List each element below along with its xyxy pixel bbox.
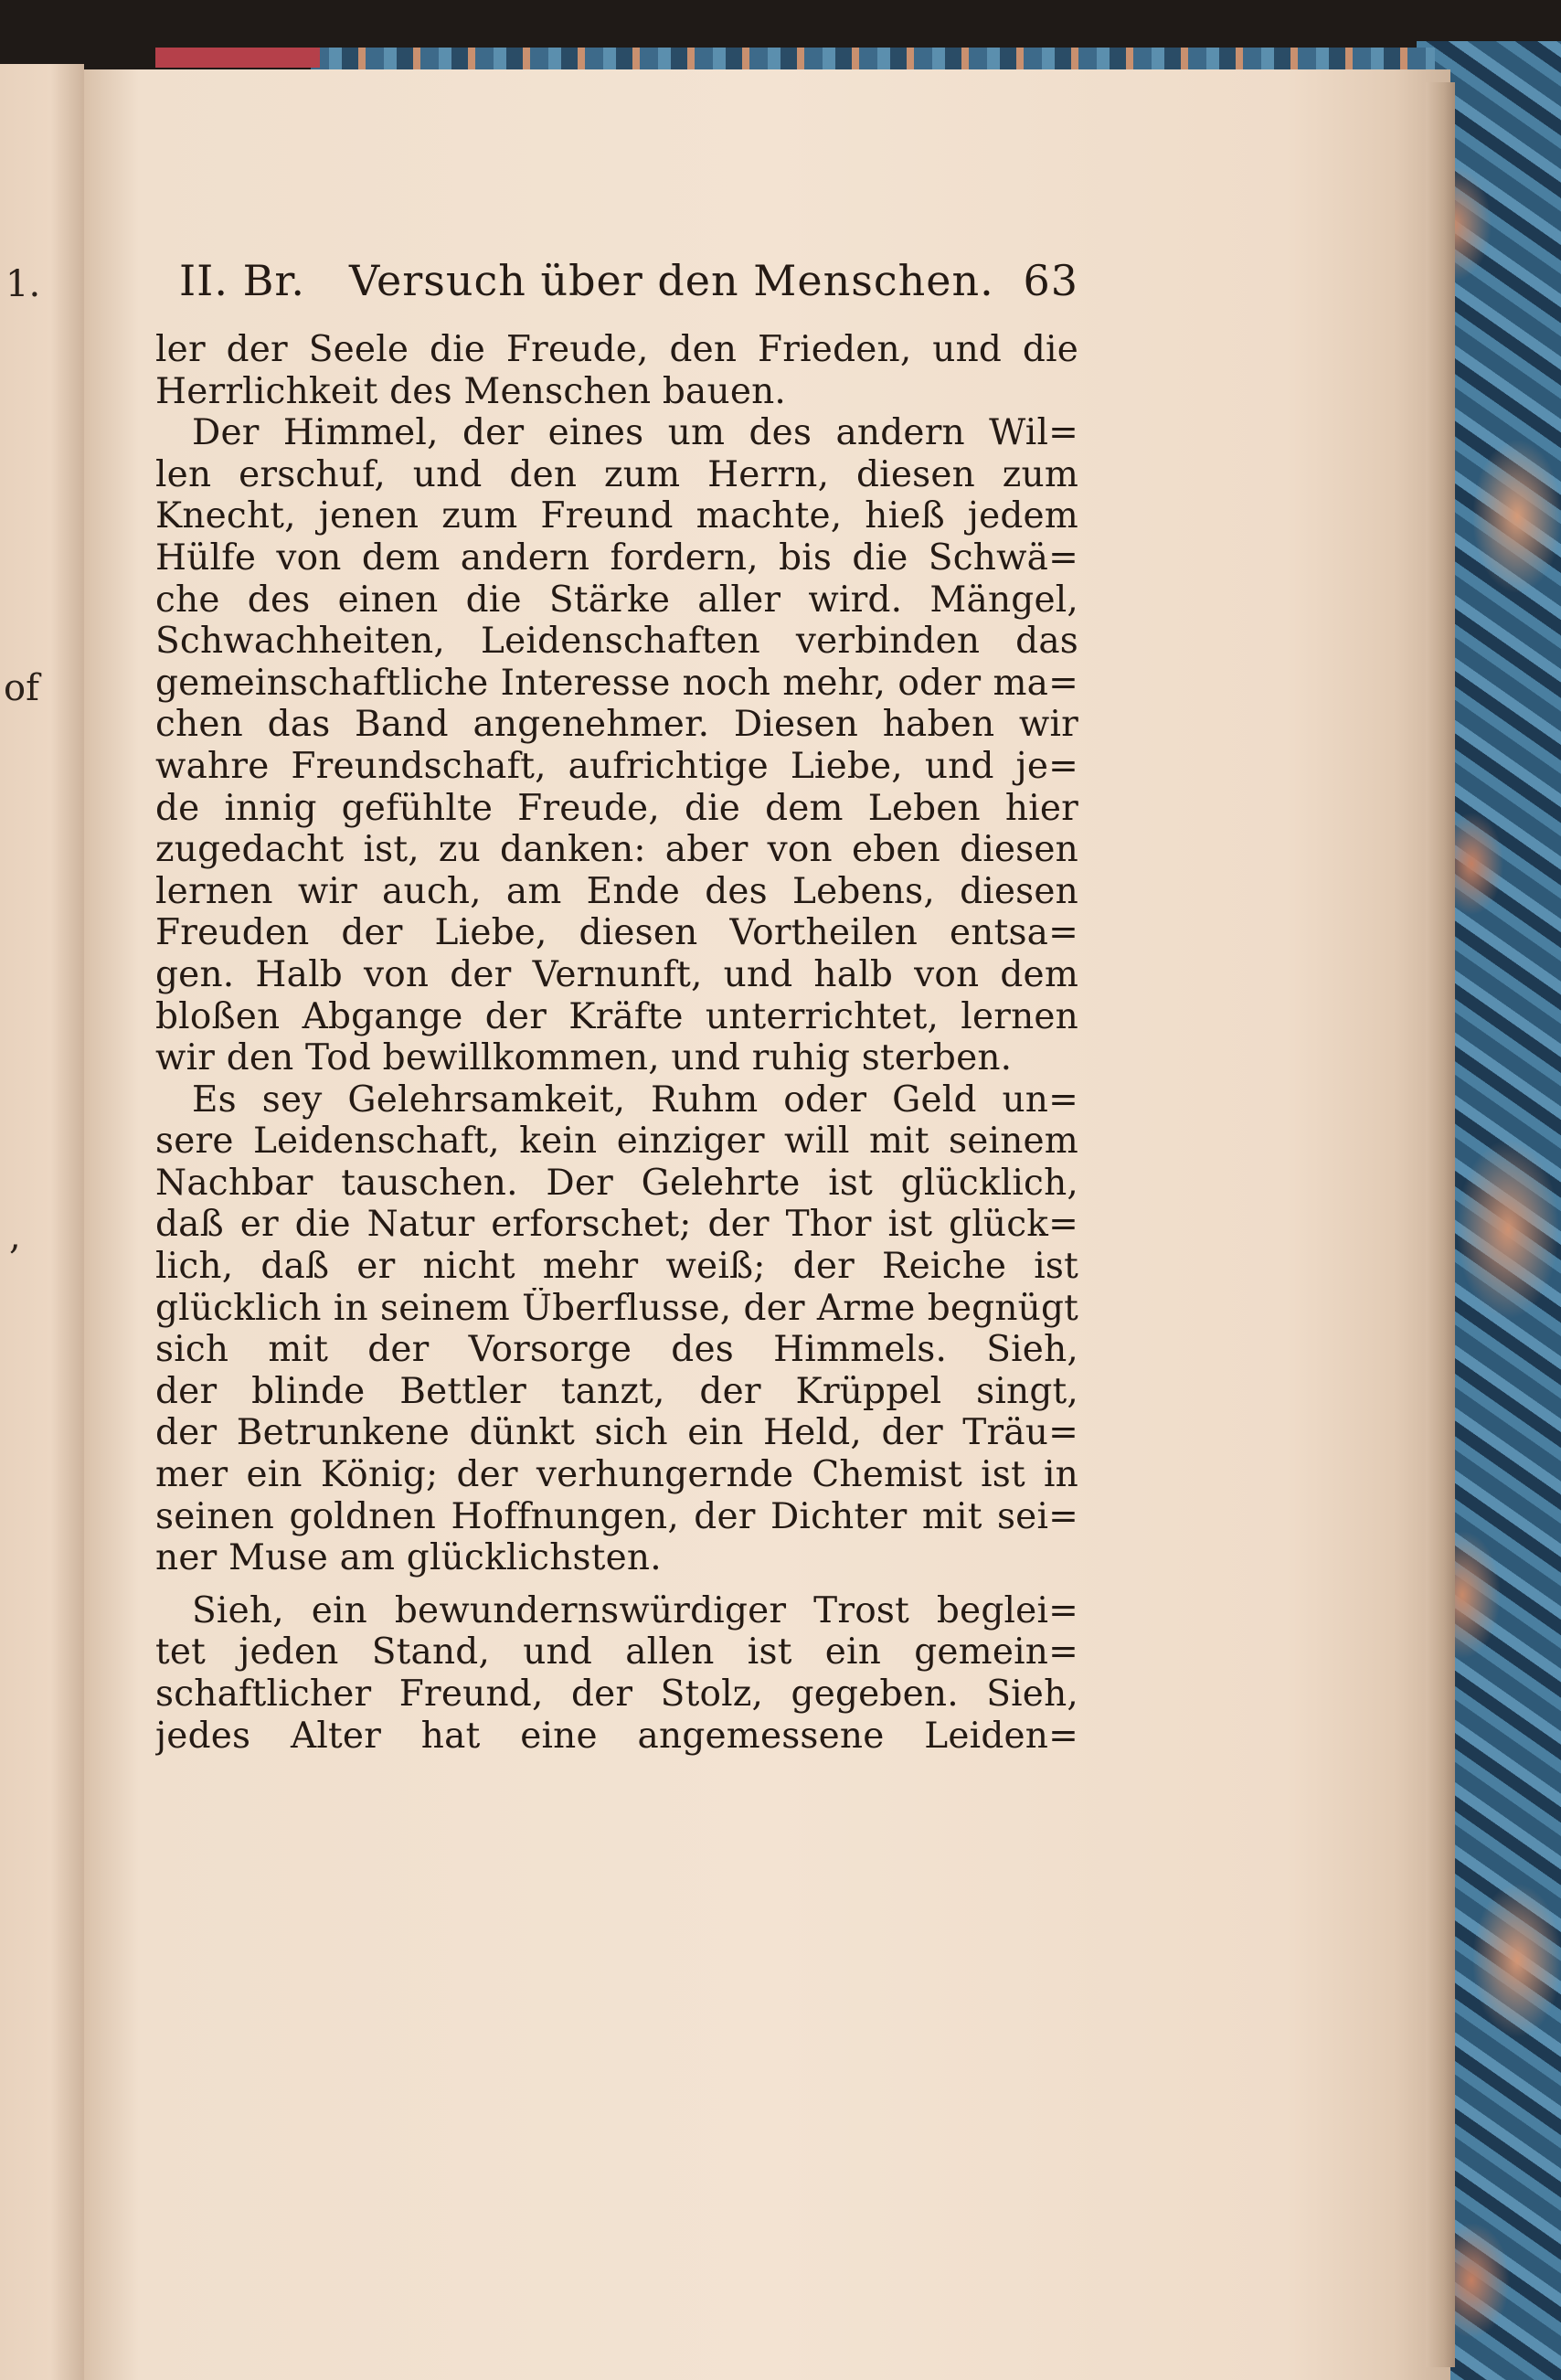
text-line: ler der Seele die Freude, den Frieden, und die [155,329,1078,370]
text-line: zugedacht ist, zu danken: aber von eben diesen [155,829,1078,871]
text-line: der blinde Bettler tanzt, der Krüppel singt, [155,1370,1078,1412]
left-page-glyph: of [4,667,39,709]
red-binding-strip [155,48,320,68]
previous-page-edge [0,64,84,2380]
page-number: 63 [1023,256,1078,305]
text-line: che des einen die Stärke aller wird. Mängel, [155,579,1078,621]
page-content [155,247,1078,1757]
text-line: jedes Alter hat eine angemessene Leiden= [155,1715,1078,1757]
paragraph [155,412,1078,1079]
text-line: ner Muse am glücklichsten. [155,1537,662,1579]
text-line: Freuden der Liebe, diesen Vortheilen entsa= [155,912,1078,954]
text-line: gemeinschaftliche Interesse noch mehr, oder ma= [155,662,1078,704]
text-line: Knecht, jenen zum Freund machte, hieß jedem [155,495,1078,537]
paragraph [155,1590,1078,1757]
paragraph [155,329,1078,412]
text-line: sere Leidenschaft, kein einziger will mit seinem [155,1121,1078,1163]
text-line: de innig gefühlte Freude, die dem Leben hier [155,787,1078,829]
left-page-glyph: 1. [5,263,41,305]
text-line: seinen goldnen Hoffnungen, der Dichter mit sei= [155,1495,1078,1537]
text-line: bloßen Abgange der Kräfte unterrichtet, lernen [155,995,1078,1037]
left-page-glyph: , [9,1216,21,1258]
text-line: glücklich in seinem Überflusse, der Arme begnügt [155,1287,1078,1329]
paragraph-gap [155,1579,1078,1590]
text-line: Schwachheiten, Leidenschaften verbinden das [155,621,1078,663]
text-line: mer ein König; der verhungernde Chemist ist in [155,1454,1078,1496]
text-line: schaftlicher Freund, der Stolz, gegeben. Sieh, [155,1673,1078,1715]
text-line: lich, daß er nicht mehr weiß; der Reiche ist [155,1246,1078,1288]
text-line: gen. Halb von der Vernunft, und halb von dem [155,953,1078,995]
text-line: Es sey Gelehrsamkeit, Ruhm oder Geld un= [192,1078,1078,1121]
text-line: Herrlichkeit des Menschen bauen. [155,370,787,412]
running-title: Versuch über den Menschen. [349,256,994,305]
text-line: Hülfe von dem andern fordern, bis die Schwä= [155,537,1078,579]
text-line: lernen wir auch, am Ende des Lebens, diesen [155,870,1078,912]
text-line: daß er die Natur erforschet; der Thor ist glück= [155,1204,1078,1246]
text-line: Der Himmel, der eines um des andern Wil= [192,412,1078,454]
cover-top-edge [311,48,1435,69]
text-line: tet jeden Stand, und allen ist ein gemein= [155,1631,1078,1673]
paragraph [155,1079,1078,1579]
text-line: len erschuf, und den zum Herrn, diesen zum [155,453,1078,495]
text-line: Nachbar tauschen. Der Gelehrte ist glücklich, [155,1162,1078,1204]
text-line: wir den Tod bewillkommen, und ruhig sterben. [155,1037,1013,1079]
page-edge [1426,82,1455,2367]
text-line: Sieh, ein bewundernswürdiger Trost beglei= [192,1589,1078,1631]
text-line: chen das Band angenehmer. Diesen haben wir [155,704,1078,746]
text-line: sich mit der Vorsorge des Himmels. Sieh, [155,1329,1078,1371]
text-line: der Betrunkene dünkt sich ein Held, der Träu= [155,1412,1078,1454]
book-number: II. Br. [179,256,305,305]
body-text [155,329,1078,1757]
running-head [155,247,1078,329]
text-line: wahre Freundschaft, aufrichtige Liebe, und je= [155,745,1078,787]
